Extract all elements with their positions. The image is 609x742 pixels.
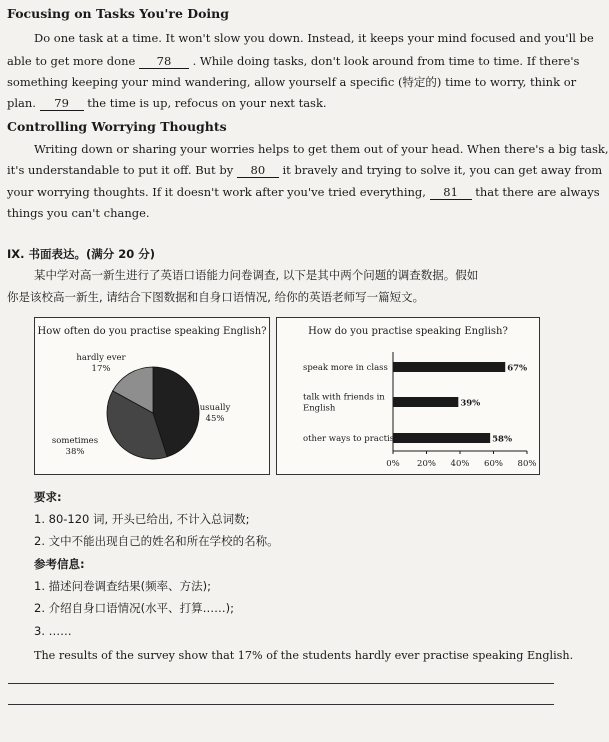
bar-x-tick-label: 20% xyxy=(417,459,436,469)
bar-3 xyxy=(393,433,490,443)
bar-x-tick-label: 60% xyxy=(484,459,503,469)
reference-3: 3. …… xyxy=(34,624,72,638)
section-title: IX. 书面表达。(满分 20 分) xyxy=(7,247,156,261)
section-intro-1: 某中学对高一新生进行了英语口语能力问卷调查, 以下是其中两个问题的调查数据。假如 xyxy=(34,268,479,282)
bar-value-label: 67% xyxy=(507,363,528,374)
blank-78: 78 xyxy=(139,54,189,69)
p2-line3-post: that there are always xyxy=(475,185,600,199)
pie-value-hardly-ever: 17% xyxy=(91,364,111,374)
writing-line-1 xyxy=(8,683,554,684)
heading-controlling: Controlling Worrying Thoughts xyxy=(7,119,227,134)
pie-value-sometimes: 38% xyxy=(65,447,85,457)
pie-label-sometimes: sometimes xyxy=(51,436,99,446)
bar-value-label: 58% xyxy=(492,434,513,445)
bar-chart-title: How do you practise speaking English? xyxy=(308,326,508,337)
bar-category-label: talk with friends in xyxy=(303,392,385,403)
bar-2 xyxy=(393,397,458,407)
p1-line2 xyxy=(7,51,579,72)
p2-line2-post: it bravely and trying to solve it, you can get away from xyxy=(282,163,603,177)
p1-line4 xyxy=(7,93,327,114)
blank-80: 80 xyxy=(237,163,279,178)
p2-line2 xyxy=(7,160,602,181)
p2-line3-pre: your worrying thoughts. If it doesn't work after you've tried everything, xyxy=(7,185,426,199)
requirement-2: 2. 文中不能出现自己的姓名和所在学校的名称。 xyxy=(34,534,279,548)
blank-81: 81 xyxy=(430,185,472,200)
p2-line4: things you can't change. xyxy=(7,206,150,220)
pie-label-hardly-ever: hardly ever xyxy=(76,353,126,363)
p1-line4-post: the time is up, refocus on your next task. xyxy=(87,96,327,110)
p1-line2-post: . While doing tasks, don't look around from time to time. If there's xyxy=(192,54,580,68)
pie-chart-title: How often do you practise speaking English? xyxy=(37,326,267,337)
pie-chart-panel xyxy=(34,317,270,475)
p2-line3 xyxy=(7,182,600,203)
p2-line2-pre: it's understandable to put it off. But by xyxy=(7,163,234,177)
requirement-1: 1. 80-120 词, 开头已给出, 不计入总词数; xyxy=(34,512,250,526)
p2-line1: Writing down or sharing your worries helps to get them out of your head. When there's a big task, xyxy=(34,142,609,156)
bar-1 xyxy=(393,362,505,372)
bar-chart-panel xyxy=(276,317,540,475)
pie-label-usually: usually xyxy=(199,403,231,413)
writing-line-2 xyxy=(8,704,554,705)
p1-line3: something keeping your mind wandering, allow yourself a specific (特定的) time to worry, think or xyxy=(7,75,577,89)
p1-line1: Do one task at a time. It won't slow you down. Instead, it keeps your mind focused and you'll be xyxy=(34,31,594,45)
bar-value-label: 39% xyxy=(460,398,481,409)
bar-category-label: speak more in class xyxy=(303,363,388,373)
reference-1: 1. 描述问卷调查结果(频率、方法); xyxy=(34,579,211,593)
heading-focusing: Focusing on Tasks You're Doing xyxy=(7,6,229,21)
requirements-title: 要求: xyxy=(34,490,62,504)
reference-title: 参考信息: xyxy=(34,557,85,571)
blank-79: 79 xyxy=(40,96,84,111)
section-intro-2: 你是该校高一新生, 请结合下图数据和自身口语情况, 给你的英语老师写一篇短文。 xyxy=(7,290,425,304)
pie-value-usually: 45% xyxy=(205,414,225,424)
bar-chart xyxy=(277,318,539,474)
p1-line2-pre: able to get more done xyxy=(7,54,136,68)
reference-2: 2. 介绍自身口语情况(水平、打算……); xyxy=(34,601,234,615)
bar-x-tick-label: 40% xyxy=(450,459,470,469)
bar-category-label: English xyxy=(303,403,336,414)
p1-line4-pre: plan. xyxy=(7,96,36,110)
opening-sentence: The results of the survey show that 17% of the students hardly ever practise speaking English. xyxy=(34,649,574,662)
bar-category-label: other ways to practise xyxy=(303,434,400,444)
bar-x-tick-label: 0% xyxy=(386,459,400,469)
bar-x-tick-label: 80% xyxy=(517,459,537,469)
pie-chart xyxy=(35,318,269,474)
